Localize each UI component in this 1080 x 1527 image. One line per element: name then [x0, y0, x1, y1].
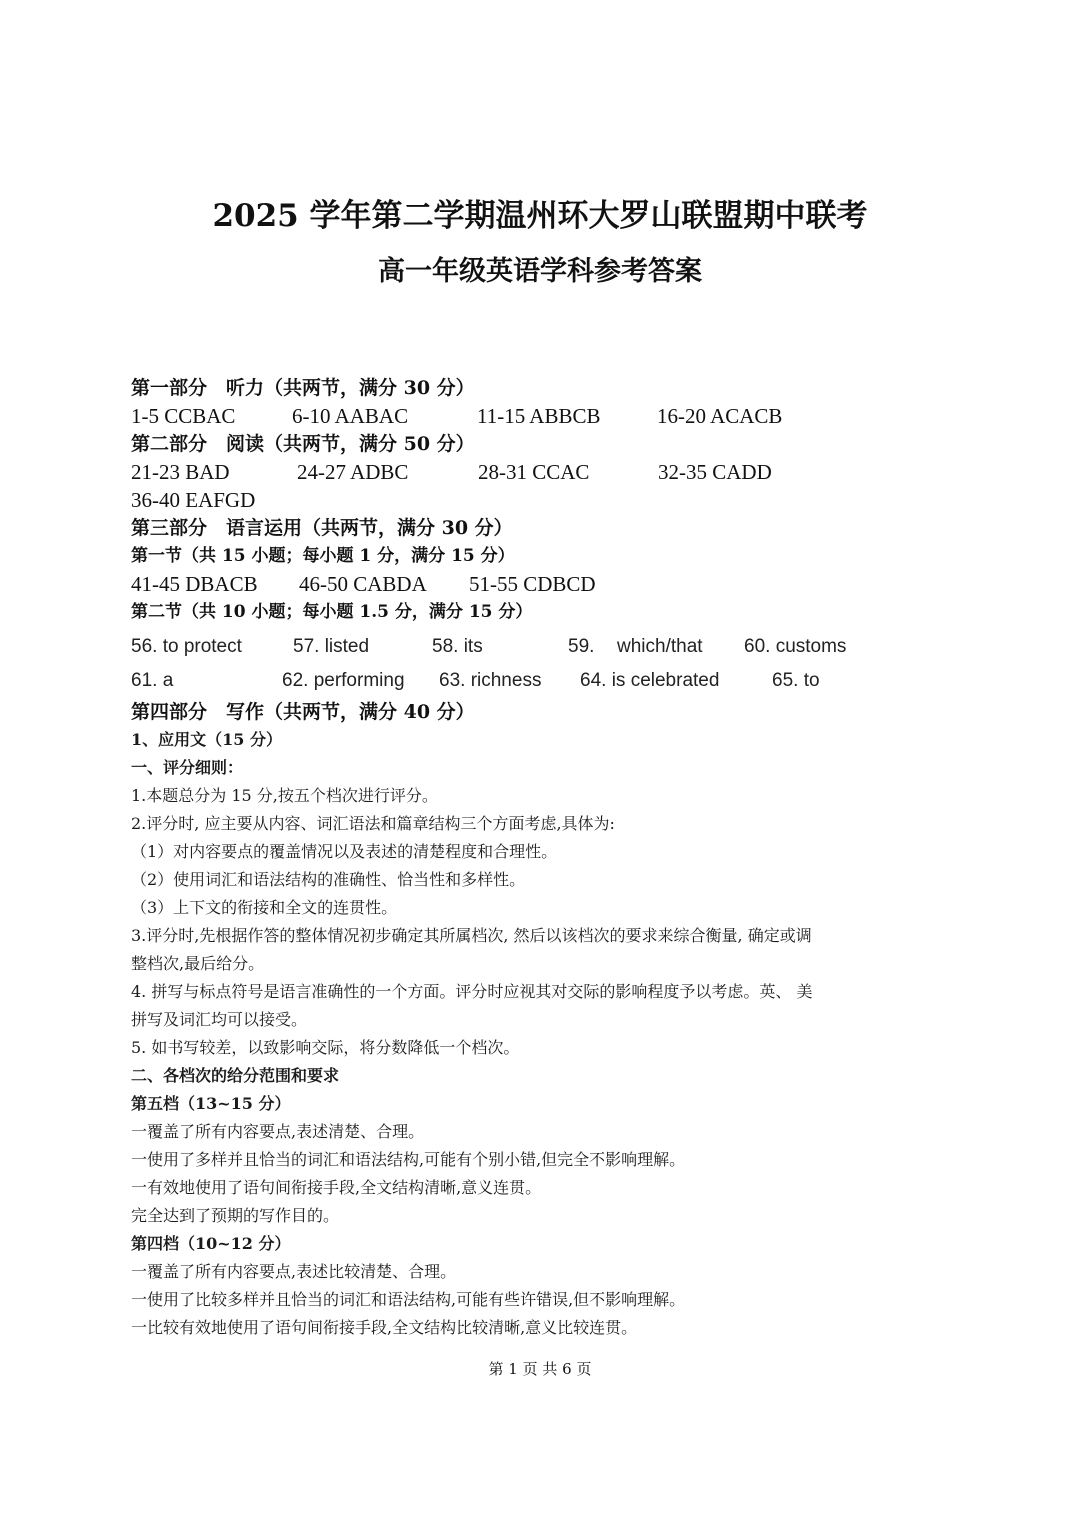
answer-item: which/that [617, 636, 703, 657]
part3-section1-heading: 第一节（共 15 小题；每小题 1 分，满分 15 分） [131, 546, 515, 566]
criteria-line: 拼写及词汇均可以接受。 [131, 1010, 308, 1029]
part1-answers [131, 402, 961, 430]
page-subtitle: 高一年级英语学科参考答案 [378, 256, 702, 287]
level4-item: 一覆盖了所有内容要点,表述比较清楚、合理。 [131, 1262, 457, 1281]
page-footer: 第 1 页 共 6 页 [488, 1360, 592, 1378]
part2-answers-row1 [131, 458, 961, 486]
answer-group: 28-31 CCAC [478, 460, 590, 484]
answer-group: 16-20 ACACB [657, 404, 783, 428]
part3-section2-row2 [131, 664, 961, 698]
part2-answers-row2 [131, 486, 961, 514]
answer-item: 57. listed [293, 636, 370, 657]
levels-heading: 二、各档次的给分范围和要求 [131, 1066, 340, 1085]
answer-group: 21-23 BAD [131, 460, 230, 484]
level5-item: 一覆盖了所有内容要点,表述清楚、合理。 [131, 1122, 425, 1141]
level5-item: 一使用了多样并且恰当的词汇和语法结构,可能有个别小错,但完全不影响理解。 [131, 1150, 686, 1169]
part3-section1-answers [131, 570, 961, 598]
answer-item: 58. its [432, 636, 483, 657]
criteria-line: 整档次,最后给分。 [131, 954, 265, 973]
level4-heading: 第四档（10~12 分） [131, 1234, 291, 1253]
part3-section2-row1 [131, 630, 961, 664]
writing1-heading: 1、应用文（15 分） [131, 730, 282, 749]
level5-item: 完全达到了预期的写作目的。 [131, 1206, 340, 1225]
criteria-line: 1.本题总分为 15 分,按五个档次进行评分。 [131, 786, 438, 805]
criteria-line: 3.评分时,先根据作答的整体情况初步确定其所属档次, 然后以该档次的要求来综合衡量, 确定或调 [131, 926, 812, 945]
criteria-line: （3）上下文的衔接和全文的连贯性。 [131, 898, 398, 917]
answer-item: 56. to protect [131, 636, 242, 657]
criteria-line: （1）对内容要点的覆盖情况以及表述的清楚程度和合理性。 [131, 842, 558, 861]
answer-item: 60. customs [744, 636, 847, 657]
answer-group: 24-27 ADBC [297, 460, 409, 484]
part1-heading: 第一部分 听力（共两节，满分 30 分） [131, 377, 475, 399]
criteria-line: 5. 如书写较差，以致影响交际，将分数降低一个档次。 [131, 1038, 520, 1057]
answer-item: 64. is celebrated [580, 670, 720, 691]
answer-group: 51-55 CDBCD [469, 572, 596, 596]
answer-item: 65. to [772, 670, 820, 691]
criteria-heading: 一、评分细则： [131, 758, 244, 777]
level4-item: 一使用了比较多样并且恰当的词汇和语法结构,可能有些许错误,但不影响理解。 [131, 1290, 686, 1309]
answer-group: 41-45 DBACB [131, 572, 258, 596]
answer-content [131, 374, 961, 1342]
level5-item: 一有效地使用了语句间衔接手段,全文结构清晰,意义连贯。 [131, 1178, 542, 1197]
answer-group: 6-10 AABAC [292, 404, 409, 428]
answer-item: 59. [568, 636, 595, 657]
level5-heading: 第五档（13~15 分） [131, 1094, 291, 1113]
answer-group: 36-40 EAFGD [131, 488, 256, 512]
answer-group: 46-50 CABDA [299, 572, 427, 596]
part3-heading: 第三部分 语言运用（共两节，满分 30 分） [131, 517, 513, 539]
level4-item: 一比较有效地使用了语句间衔接手段,全文结构比较清晰,意义比较连贯。 [131, 1318, 638, 1337]
answer-item: 63. richness [439, 670, 542, 691]
part2-heading: 第二部分 阅读（共两节，满分 50 分） [131, 433, 475, 455]
criteria-line: 2.评分时, 应主要从内容、词汇语法和篇章结构三个方面考虑,具体为: [131, 814, 615, 833]
part4-heading: 第四部分 写作（共两节，满分 40 分） [131, 701, 475, 723]
answer-item: 61. a [131, 670, 174, 691]
answer-group: 1-5 CCBAC [131, 404, 236, 428]
answer-group: 32-35 CADD [658, 460, 772, 484]
criteria-line: 4. 拼写与标点符号是语言准确性的一个方面。评分时应视其对交际的影响程度予以考虑。英、 美 [131, 982, 813, 1001]
answer-group: 11-15 ABBCB [477, 404, 601, 428]
page-title: 2025 学年第二学期温州环大罗山联盟期中联考 [212, 198, 868, 234]
part3-section2-heading: 第二节（共 10 小题；每小题 1.5 分，满分 15 分） [131, 602, 533, 622]
criteria-line: （2）使用词汇和语法结构的准确性、恰当性和多样性。 [131, 870, 526, 889]
answer-item: 62. performing [282, 670, 405, 691]
